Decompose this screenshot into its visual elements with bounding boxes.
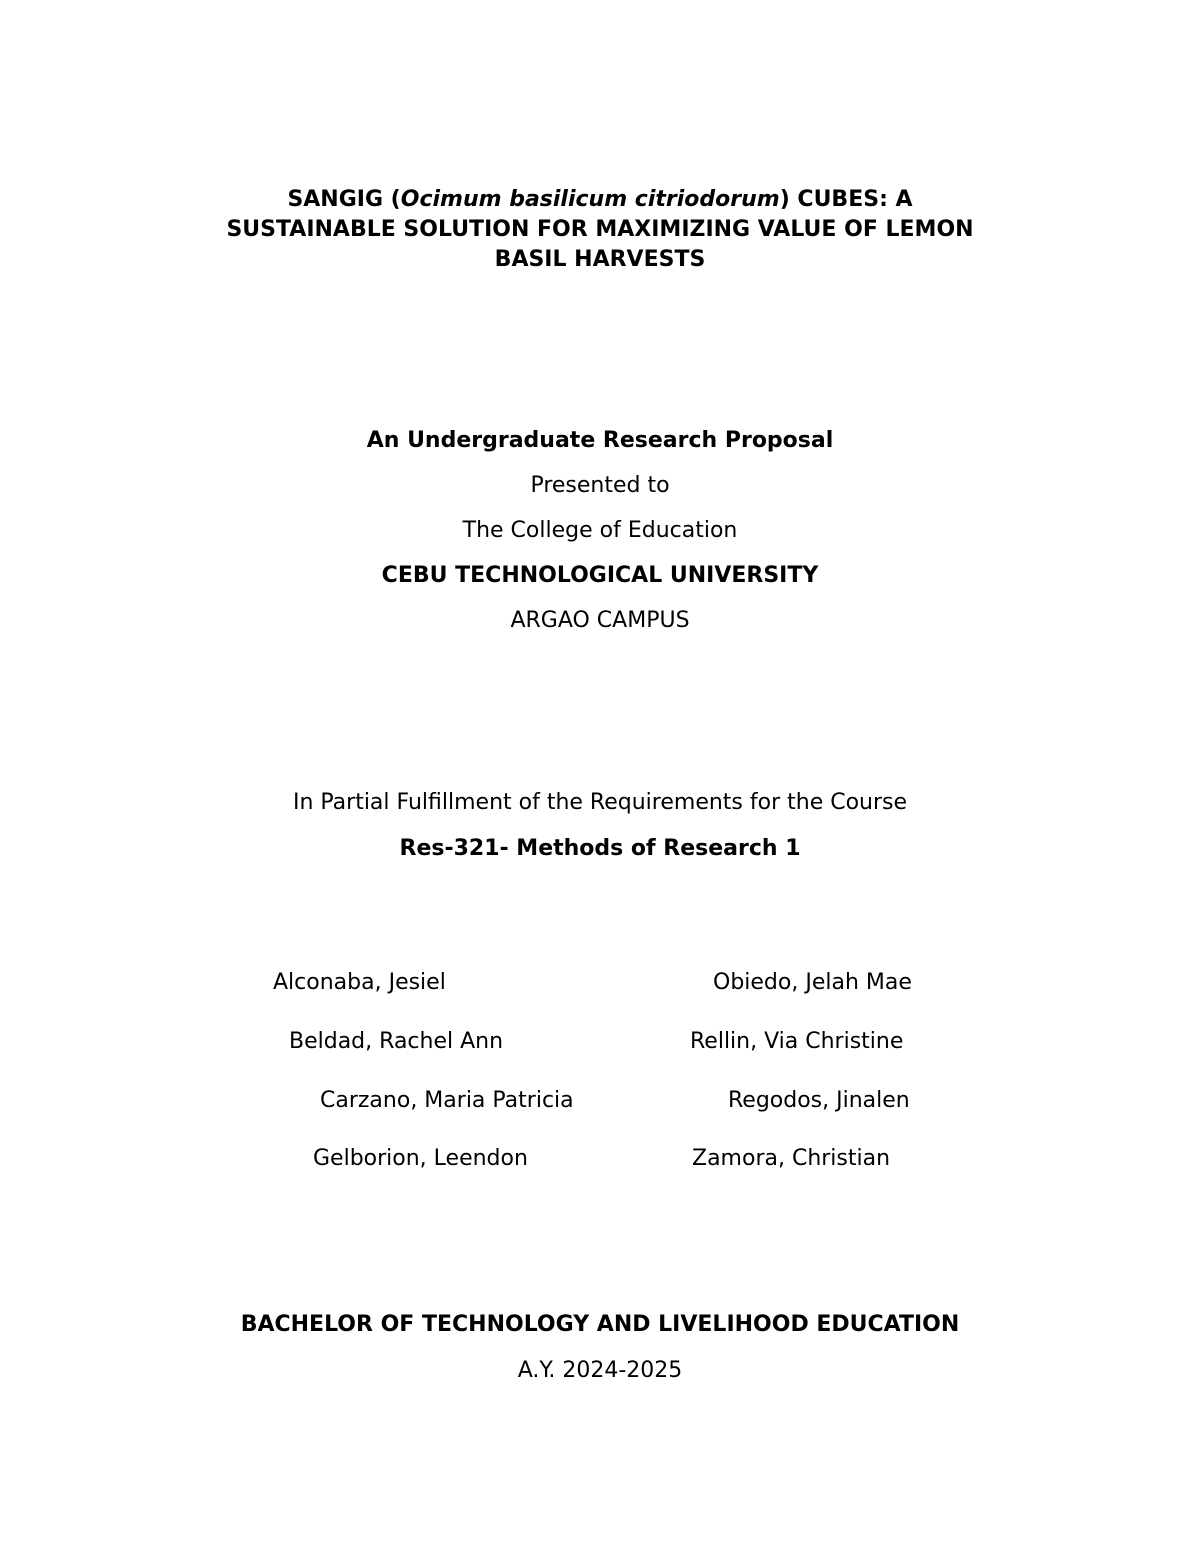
author-name: Gelborion, Leendon [313, 1146, 528, 1171]
title-line-2: SUSTAINABLE SOLUTION FOR MAXIMIZING VALUE OF LEMON [226, 217, 974, 242]
author-name: Beldad, Rachel Ann [289, 1029, 504, 1054]
academic-year: A.Y. 2024-2025 [517, 1358, 683, 1383]
campus-name: ARGAO CAMPUS [510, 608, 690, 633]
author-name: Rellin, Via Christine [690, 1029, 904, 1054]
title-species: Ocimum basilicum citriodorum [400, 187, 780, 212]
author-name: Alconaba, Jesiel [273, 970, 446, 995]
research-title [200, 185, 1000, 275]
author-name: Obiedo, Jelah Mae [713, 970, 912, 995]
fulfillment-statement: In Partial Fulfillment of the Requirements for the Course [292, 790, 908, 815]
author-name: Zamora, Christian [692, 1146, 891, 1171]
course-name: Res-321- Methods of Research 1 [399, 836, 801, 861]
proposal-heading: An Undergraduate Research Proposal [366, 428, 834, 453]
college-name: The College of Education [462, 518, 738, 543]
author-name: Regodos, Jinalen [728, 1088, 910, 1113]
title-prefix: SANGIG ( [287, 187, 401, 212]
title-line-3: BASIL HARVESTS [494, 247, 706, 272]
presented-to: Presented to [530, 473, 670, 498]
title-line-1 [200, 185, 1000, 215]
title-suffix: ) CUBES: A [779, 187, 913, 212]
university-name: CEBU TECHNOLOGICAL UNIVERSITY [381, 563, 819, 588]
author-name: Carzano, Maria Patricia [320, 1088, 574, 1113]
degree-program: BACHELOR OF TECHNOLOGY AND LIVELIHOOD EDUCATION [240, 1312, 960, 1337]
